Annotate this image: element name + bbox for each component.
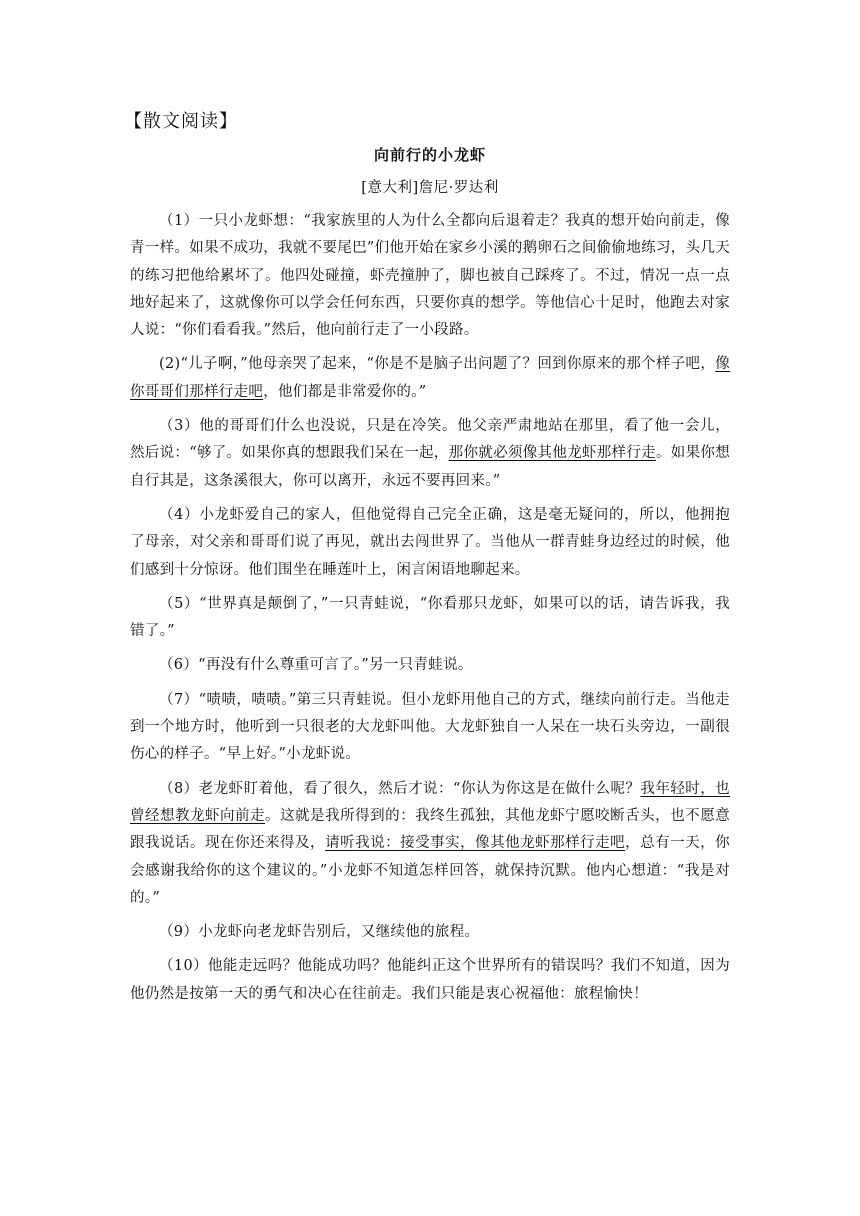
underlined-phrase: 请听我说：接受事实，像其他龙虾那样行走吧	[325, 835, 626, 852]
paragraph-9	[130, 919, 730, 946]
paragraph-text: （5）“世界真是颠倒了，”一只青蛙说，“你看那只龙虾，如果可以的话，请告诉我，我错了。”	[130, 595, 730, 640]
paragraph-text: (2)“儿子啊，”他母亲哭了起来，“你是不是脑子出问题了？回到你原来的那个样子吧，	[159, 356, 716, 373]
underlined-phrase: 像你哥哥们那样行走吧	[130, 356, 730, 400]
article-body	[130, 208, 730, 1015]
paragraph-3	[130, 413, 730, 495]
paragraph-5	[130, 591, 730, 646]
paragraph-text: （8）老龙虾盯着他，看了很久，然后才说：“你认为你这是在做什么呢？	[159, 780, 641, 797]
underlined-phrase: 我年轻时，也曾经想教龙虾向前走	[130, 780, 730, 824]
paragraph-text: 。如果你想自行其是，这条溪很大，你可以离开，永远不要再回来。”	[130, 445, 730, 489]
paragraph-text: （10）他能走远吗？他能成功吗？他能纠正这个世界所有的错误吗？我们不知道，因为他仍然是按第一天的勇气和决心在往前走。我们只能是衷心祝福他：旅程愉快！	[130, 958, 730, 1002]
paragraph-text: （7）“啧啧，啧啧。”第三只青蛙说。但小龙虾用他自己的方式，继续向前行走。当他走到一个地方时，他听到一只很老的大龙虾叫他。大龙虾独自一人呆在一块石头旁边，一副很伤心的样子。“早上好。”小龙虾说。	[130, 691, 730, 763]
paragraph-10	[130, 953, 730, 1008]
paragraph-text: （9）小龙虾向老龙虾告别后，又继续他的旅程。	[159, 924, 480, 941]
paragraph-text: 。这就是我所得到的：我终生孤独，其他龙虾宁愿咬断舌头，也不愿意跟我说话。现在你还来得及，	[130, 807, 730, 852]
underlined-phrase: 那你就必须像其他龙虾那样行走	[448, 445, 656, 462]
paragraph-2	[130, 351, 730, 406]
section-label: 【散文阅读】	[124, 111, 238, 132]
paragraph-text: ，总有一天，你会感谢我给你的这个建议的。”小龙虾不知道怎样回答，就保持沉默。他内心想道：“我是对的。”	[130, 835, 730, 906]
paragraph-text: （1）一只小龙虾想：“我家族里的人为什么全都向后退着走？我真的想开始向前走，像青一样。如果不成功，我就不要尾巴”们他开始在家乡小溪的鹅卵石之间偷偷地练习，头几天的练习把他给累坏了。他四处碰撞，虾壳撞肿了，脚也被自己踩疼了。不过，情况一点一点地好起来了，这就像你可以学会任何东西，只要你真的想学。等他信心十足时，他跑去对家人说：“你们看看我。”然后，他向前行走了一小段路。	[130, 213, 730, 339]
paragraph-text: （6）“再没有什么尊重可言了。”另一只青蛙说。	[159, 657, 473, 674]
paragraph-text: （4）小龙虾爱自己的家人，但他觉得自己完全正确，这是毫无疑问的，所以，他拥抱了母亲，对父亲和哥哥们说了再见，就出去闯世界了。当他从一群青蛙身边经过的时候，他们感到十分惊讶。他们围坐在睡莲叶上，闲言闲语地聊起来。	[130, 506, 730, 578]
paragraph-text: （3）他的哥哥们什么也没说，只是在冷笑。他父亲严肃地站在那里，看了他一会儿，然后说：“够了。如果你真的想跟我们呆在一起，	[130, 418, 730, 462]
paragraph-8	[130, 776, 730, 912]
paragraph-4	[130, 502, 730, 584]
paragraph-6	[130, 652, 730, 679]
article-author: [意大利]詹尼·罗达利	[361, 180, 499, 196]
paragraph-text: ，他们都是非常爱你的。”	[263, 383, 427, 400]
paragraph-7	[130, 687, 730, 769]
article-title: 向前行的小龙虾	[373, 146, 486, 164]
paragraph-1	[130, 208, 730, 344]
